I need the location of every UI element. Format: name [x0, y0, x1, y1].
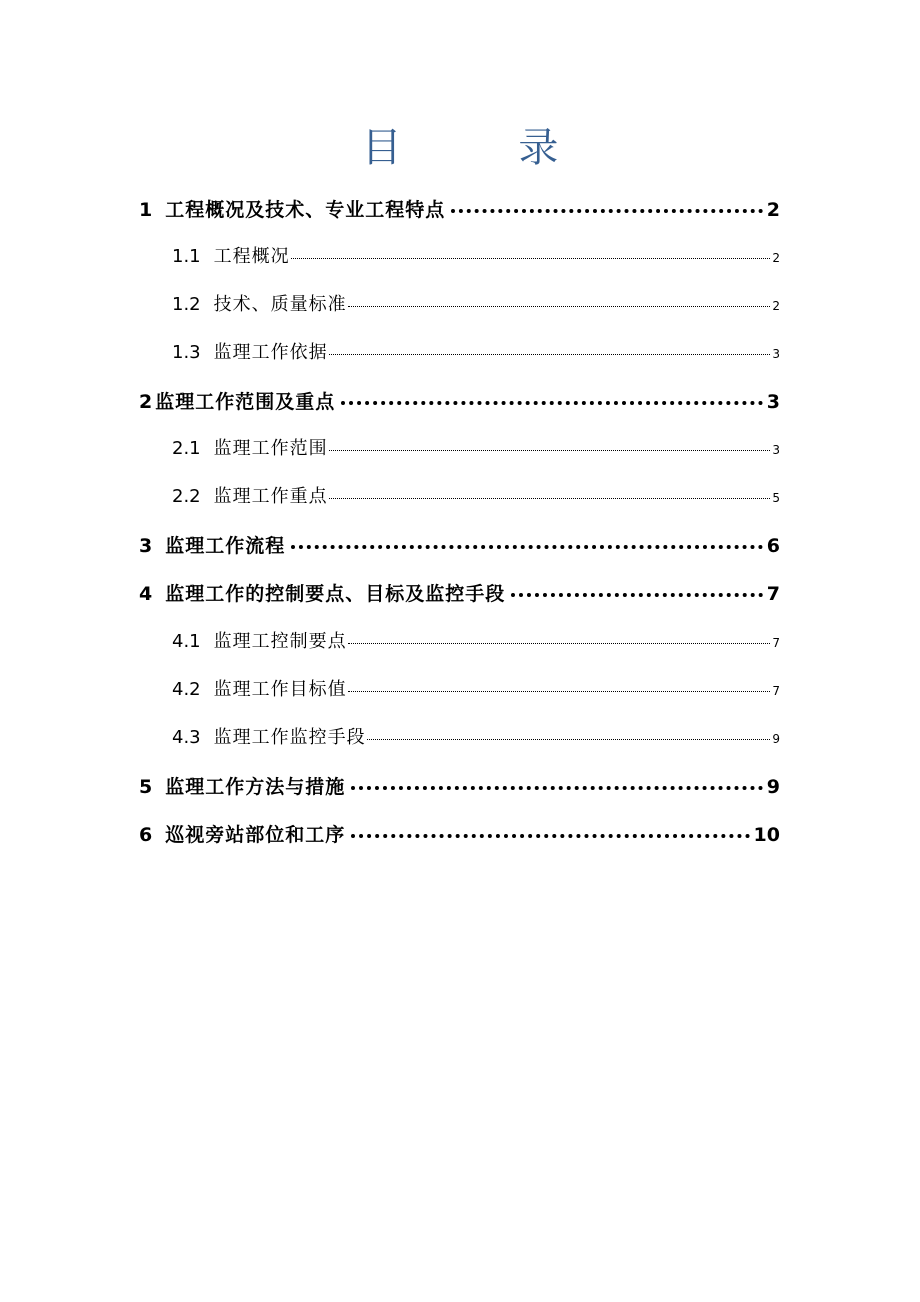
toc-entry-page: 7 — [766, 583, 780, 605]
dot-leader — [329, 498, 771, 499]
toc-entry-4-3[interactable] — [172, 723, 780, 753]
toc-entry-page: 6 — [766, 535, 780, 557]
toc-entry-page: 2 — [766, 199, 780, 221]
toc-entry-text: 监理工作监控手段 — [213, 727, 366, 748]
toc-entry-number: 4.3 — [172, 727, 201, 748]
toc-entry-1-1[interactable] — [172, 242, 780, 272]
dot-leader — [351, 786, 763, 790]
toc-entry-page: 7 — [772, 636, 780, 650]
dot-leader — [341, 401, 763, 405]
toc-entry-number: 2.1 — [172, 438, 201, 459]
dot-leader — [351, 834, 749, 838]
toc-entry-page: 2 — [772, 251, 780, 265]
toc-entry-2-2[interactable] — [172, 482, 780, 512]
toc-entry-page: 9 — [766, 776, 780, 798]
dot-leader — [348, 306, 771, 307]
toc-entry-text: 巡视旁站部位和工序 — [165, 824, 346, 846]
toc-entry-page: 5 — [772, 491, 780, 505]
toc-entry-4-2[interactable] — [172, 675, 780, 705]
toc-title: 目 录 — [361, 125, 611, 171]
toc-entry-text: 监理工作的控制要点、目标及监控手段 — [165, 583, 506, 605]
dot-leader — [367, 739, 771, 740]
toc-entry-number: 1.3 — [172, 342, 201, 363]
toc-entry-page: 3 — [766, 391, 780, 413]
toc-entry-text: 监理工作范围 — [213, 438, 328, 459]
toc-entry-4[interactable] — [139, 579, 780, 609]
dot-leader — [329, 450, 771, 451]
toc-entry-text: 技术、质量标准 — [213, 294, 347, 315]
toc-entry-number: 1.1 — [172, 246, 201, 267]
toc-entry-text: 工程概况及技术、专业工程特点 — [165, 199, 446, 221]
toc-entry-5[interactable] — [139, 772, 780, 802]
dot-leader — [348, 691, 771, 692]
toc-entry-page: 3 — [772, 347, 780, 361]
toc-entry-2-1[interactable] — [172, 434, 780, 464]
toc-entry-page: 10 — [753, 824, 780, 846]
dot-leader — [291, 258, 771, 259]
toc-entry-number: 1 — [139, 199, 153, 221]
toc-entry-2[interactable] — [139, 387, 780, 417]
toc-entry-text: 监理工作范围及重点 — [155, 391, 336, 413]
toc-entry-3[interactable] — [139, 531, 780, 561]
toc-entry-number: 4 — [139, 583, 153, 605]
dot-leader — [451, 209, 763, 213]
toc-entry-number: 2.2 — [172, 486, 201, 507]
toc-entry-text: 监理工作目标值 — [213, 679, 347, 700]
toc-entry-text: 监理工作流程 — [165, 535, 286, 557]
toc-entry-number: 3 — [139, 535, 153, 557]
dot-leader — [329, 354, 771, 355]
toc-entry-page: 2 — [772, 299, 780, 313]
toc-entry-number: 1.2 — [172, 294, 201, 315]
toc-entry-number: 5 — [139, 776, 153, 798]
toc-entry-text: 工程概况 — [213, 246, 290, 267]
toc-entry-1-2[interactable] — [172, 290, 780, 320]
toc-entry-text: 监理工作方法与措施 — [165, 776, 346, 798]
toc-entry-page: 3 — [772, 443, 780, 457]
toc-entry-text: 监理工控制要点 — [213, 631, 347, 652]
toc-entry-1[interactable] — [139, 195, 780, 225]
dot-leader — [291, 545, 763, 549]
toc-entry-number: 2 — [139, 391, 153, 413]
toc-entry-1-3[interactable] — [172, 338, 780, 368]
dot-leader — [511, 593, 763, 597]
toc-entry-number: 4.1 — [172, 631, 201, 652]
toc-entry-6[interactable] — [139, 820, 780, 850]
toc-entry-page: 7 — [772, 684, 780, 698]
toc-entry-text: 监理工作依据 — [213, 342, 328, 363]
toc-entry-number: 6 — [139, 824, 153, 846]
dot-leader — [348, 643, 771, 644]
toc-entry-text: 监理工作重点 — [213, 486, 328, 507]
toc-entry-4-1[interactable] — [172, 627, 780, 657]
toc-entry-page: 9 — [772, 732, 780, 746]
toc-entry-number: 4.2 — [172, 679, 201, 700]
